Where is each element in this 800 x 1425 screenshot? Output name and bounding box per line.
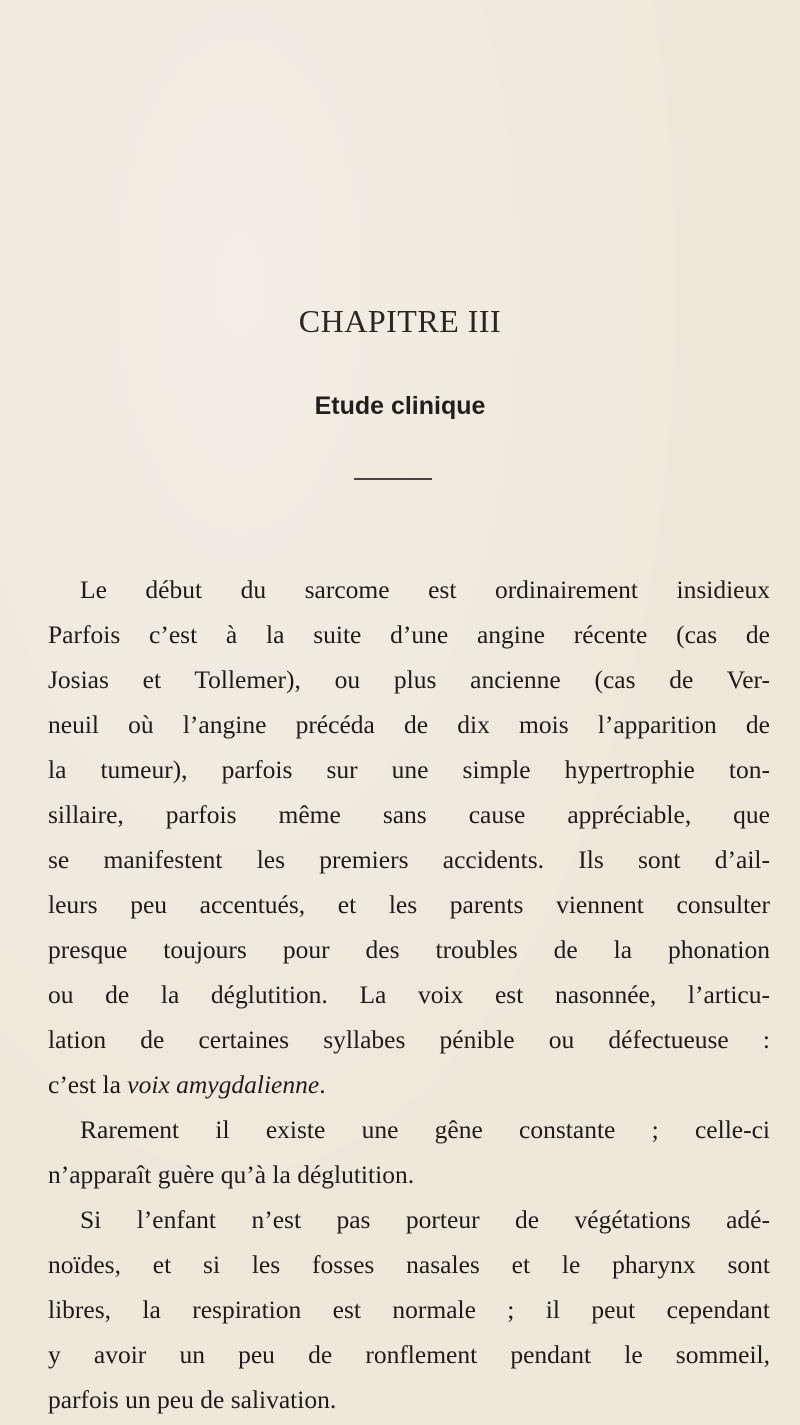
chapter-heading: CHAPITRE III xyxy=(298,303,502,339)
text-line: libres, la respiration est normale ; il peut cependant xyxy=(48,1295,770,1324)
chapter-subtitle: Etude clinique xyxy=(314,392,486,420)
text-line: la tumeur), parfois sur une simple hypertrophie ton- xyxy=(48,755,770,784)
text-line: Si l’enfant n’est pas porteur de végétations adé- xyxy=(80,1205,770,1234)
text-line: leurs peu accentués, et les parents viennent consulter xyxy=(48,890,770,919)
text-line: parfois un peu de salivation. xyxy=(48,1385,337,1414)
text-fragment: . xyxy=(319,1070,326,1099)
text-line: Josias et Tollemer), ou plus ancienne (cas de Ver- xyxy=(48,665,770,694)
text-line: presque toujours pour des troubles de la phonation xyxy=(48,935,770,964)
text-line: noïdes, et si les fosses nasales et le pharynx sont xyxy=(48,1250,770,1279)
text-line: Rarement il existe une gêne constante ; celle-ci xyxy=(80,1115,770,1144)
text-fragment: c’est la xyxy=(48,1070,128,1099)
text-line: Parfois c’est à la suite d’une angine récente (cas de xyxy=(48,620,770,649)
text-line: y avoir un peu de ronflement pendant le sommeil, xyxy=(48,1340,770,1369)
text-line: n’apparaît guère qu’à la déglutition. xyxy=(48,1160,415,1189)
text-line: Le début du sarcome est ordinairement insidieux xyxy=(80,575,770,604)
section-divider xyxy=(354,478,432,480)
text-line: se manifestent les premiers accidents. Ils sont d’ail- xyxy=(48,845,770,874)
body-text xyxy=(48,567,770,1422)
text-line: neuil où l’angine précéda de dix mois l’apparition de xyxy=(48,710,770,739)
text-line xyxy=(48,1062,770,1107)
text-line: ou de la déglutition. La voix est nasonnée, l’articu- xyxy=(48,980,770,1009)
text-line: sillaire, parfois même sans cause appréciable, que xyxy=(48,800,770,829)
italic-term: voix amygdalienne xyxy=(127,1070,320,1099)
text-line: lation de certaines syllabes pénible ou défectueuse : xyxy=(48,1025,770,1054)
